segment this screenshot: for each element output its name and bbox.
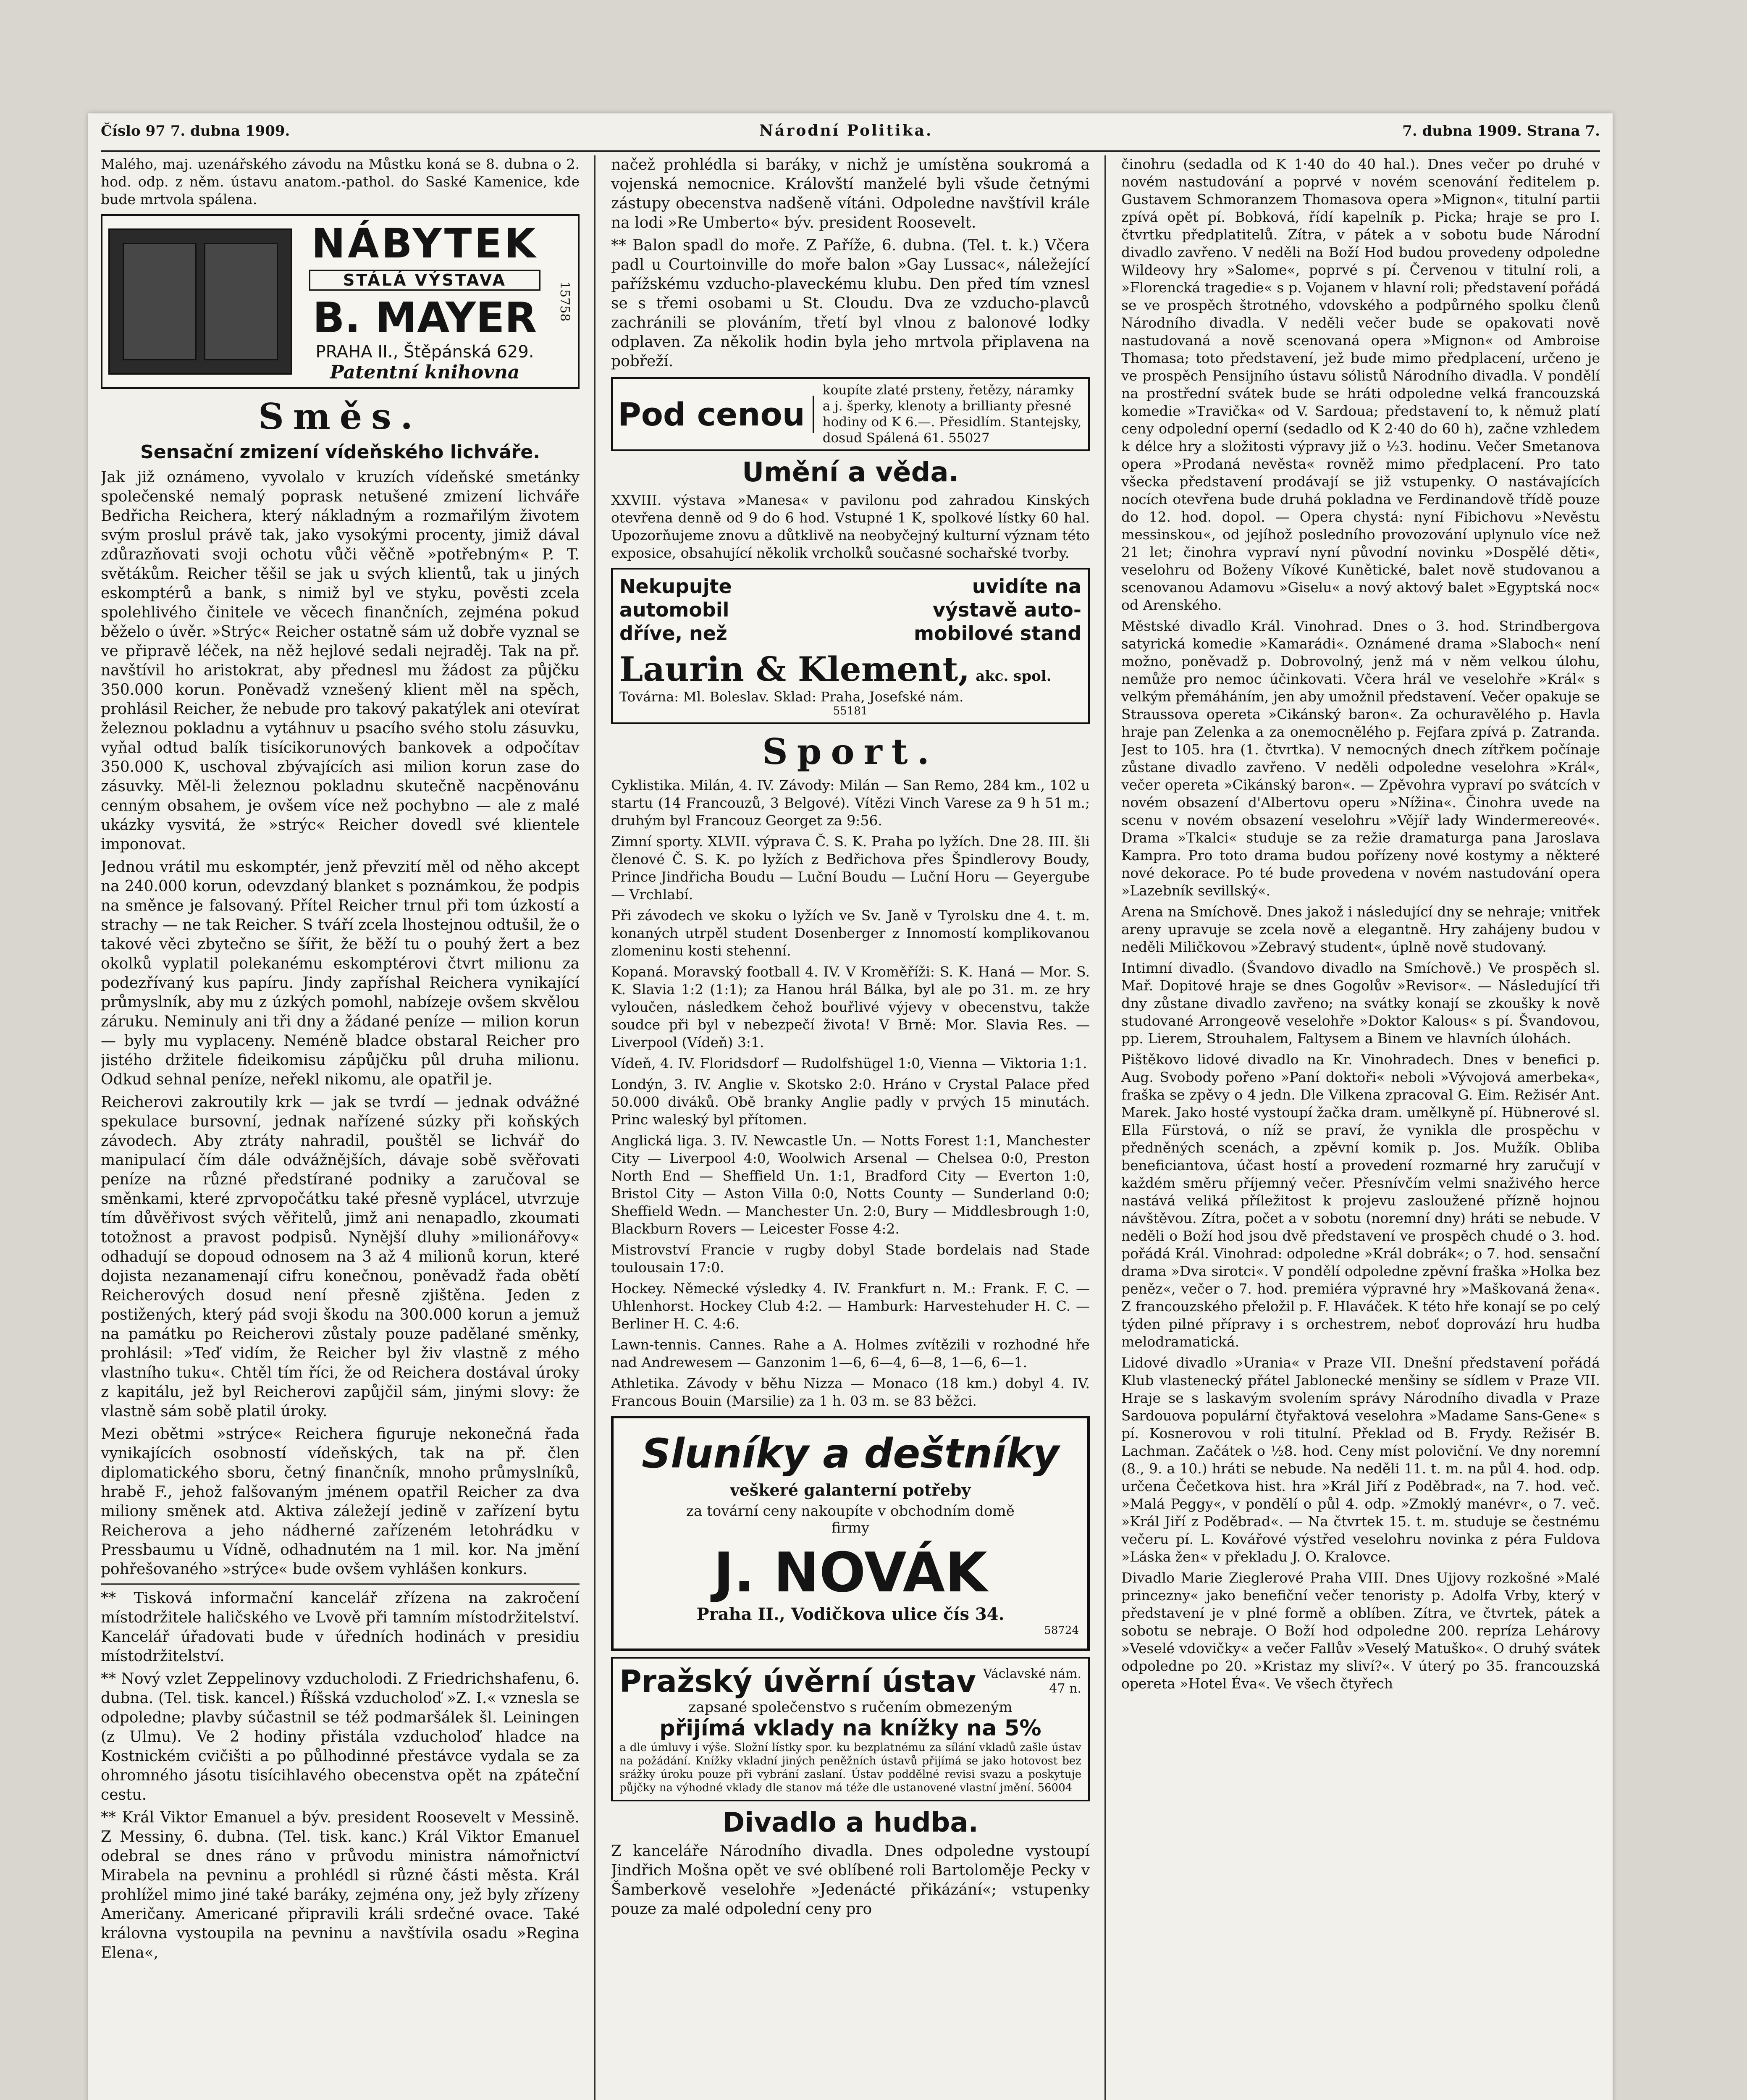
ad-line: za tovární ceny nakoupíte v obchodním domě firmy [686,1503,1015,1536]
theater-item: Pištěkovo lidové divadlo na Kr. Vinohradech. Dnes v benefici p. Aug. Svobody pořeno »Paní doktoři« neboli »Vývojová amerbeka«, fraška se zpěvy o 4 jedn. Dle Vilkena zpracoval G. Eim. Režisér Ant. Marek. Jako hosté vystoupí žačka dram. umělkyně pí. Hübnerové sl. Ella Fürstová, o níž se praví, že vynikla dle prospěchu v předněných scenách, a zpěvní komik p. Jos. Mužík. Obliba beneficiantova, účast hostí a provedení rozmarné hry zaručují v každém směru příjemný večer. Přesnívčím velmi snaživého herce nastává veliká příležitost k projevu zasloužené přízně hojnou návštěvou. Zítra, počet a v sobotu (noremní dny) hráti se nebude. V neděli o Boží hod jsou dvě představení ve prospěch chudé o 3. hod. pořádá Král. Vinohrad: odpoledne »Král dobrák«; o 7. hod. sensační drama »Dva sirotci«. V pondělí odpoledne zpěvní fraška »Holka bez peněz«, večer o 7. hod. premiéra výpravné hry »Maškovaná žena«. Z francouzského přeložil p. F. Hlaváček. K této hře konají se po celý týden pilné přípravy i s orchestrem, neboť doprovází hru hudba melodramatická. [1121,1051,1600,1350]
news-item: načež prohlédla si baráky, v nichž je umístěna soukromá a vojenská nemocnice. Královští manželé byli všude četnými zástupy obecenstva nadšeně vítáni. Odpoledne navštívil krále na lodi »Re Umberto« býv. president Roosevelt. [611,156,1090,231]
article-title: Sensační zmizení vídeňského lichváře. [140,441,540,463]
ad-line: výstavě auto- [932,598,1081,621]
theater-item: Městské divadlo Král. Vinohrad. Dnes o 3. hod. Strindbergova satyrická komedie »Kamarádi«. Oznámené drama »Slaboch« není možno, poněvadž p. Dobrovolný, jenž má v něm velkou úlohu, nemůže pro nemoc účinkovati. Včera hrál ve veselohře »Král« s velkým přemáháním, jen aby umožnil představení. Večer opakuje se Straussova opereta »Cikánský baron«. Za ochuravělého p. Havla hraje pan Zelenka a za onemocnělého p. Fejfara zpívá p. Zatranda. Jest to 105. hra (1. čtvrtka). V nemocných dnech zítřkem počínaje zůstane divadlo zavřeno. V neděli odpoledne veselohra »Král«, večer opereta »Cikánský baron«. — Zpěvohra vypraví po svátcích v novém obsazení d'Albertovu operu »Nížina«. Činohra uvede na scenu v novém obsazení veselohru »Vějíř lady Windermereové«. Drama »Tkalci« studuje se za režie dramaturga pana Jaroslava Kampra. Pro toto drama budou pořízeny nové kostymy a některé nové dekorace. Po té bude provedena v novém nastudování opera »Lazebník sevillský«. [1121,618,1600,899]
theater-item: Lidové divadlo »Urania« v Praze VII. Dnešní představení pořádá Klub vlastenecký přátel Jablonecké menšiny se sídlem v Praze VII. Hraje se s laskavým svolením správy Národního divadla v Praze Sardouova populární čtyřaktová veselohra »Madame Sans-Gene« s pí. Kosnerovou v roli titulní. Překlad od B. Frydy. Režisér B. Lachman. Začátek o ½8. hod. Ceny míst poloviční. Ve dny noremní (8., 9. a 10.) hráti se nebude. Na neděli 11. t. m. na půl 4. hod. odp. určena Čečetkova hist. hra »Král Jiří z Poděbrad«, na 7. hod. več. »Malá Peggy«, v pondělí o půl 4. odp. »Zmoklý manévr«, o 7. več. »Král Jiří z Poděbrad«. — Na čtvrtek 15. t. m. studuje se čestnému večeru pí. L. Kovářové výstřed veselohru novinka z péra Fuldova »Láska žen« v překladu J. O. Kralovce. [1121,1354,1600,1565]
ad-code: 55181 [833,705,868,717]
ad-code: 15758 [557,281,572,322]
section-title-smes: Směs. [258,396,422,437]
column-3 [1121,155,1600,2100]
sport-item: Mistrovství Francie v rugby dobyl Stade bordelais nad Stade toulousain 17:0. [611,1242,1090,1276]
header-left: Číslo 97 7. dubna 1909. [101,123,290,139]
sport-item: Cyklistika. Milán, 4. IV. Závody: Milán — San Remo, 284 km., 102 u startu (14 Francouzů, 3 Belgové). Vítězi Vinch Varese za 9 h 51 m.; druhým byl Francouz Georget za 9:56. [611,777,1090,829]
ad-line: zapsané společenstvo s ručením obmezeným [688,1699,1013,1716]
sport-item: Anglická liga. 3. IV. Newcastle Un. — Notts Forest 1:1, Manchester City — Liverpool 4:0, Woolwich Arsenal — Chelsea 0:0, Preston North End — Sheffield Un. 1:1, Bradford City — Everton 1:0, Bristol City — Aston Villa 0:0, Notts County — Sunderland 0:0; Sheffield Wedn. — Manchester Un. 2:0, Bury — Middlesbrough 1:0, Blackburn Rovers — Leicester Fosse 4:2. [611,1132,1090,1237]
ad-address: Praha II., Vodičkova ulice čís 34. [696,1604,1005,1624]
ad-line: dříve, než [619,622,727,645]
ad-code: 58724 [1044,1624,1079,1637]
article-paragraph: Jak již oznámeno, vyvolalo v kruzích vídeňské smetánky společenské nemalý poprask netušené zmizení lichváře Bedřicha Reichera, který nákladným a rozmařilým životem svým proslul právě tak, jako vysokými procenty, jimiž dával zdůrazňovati svoji ochotu vůči věčně »potřebným« P. T. světákům. Reicher těšil se jak u svých klientů, tak u jiných eskomptérů a bank, s nimiž byl ve styku, pověsti zcela spolehlivého činitele ve věcech finančních, zejména pokud běželo o úvěr. »Strýc« Reicher ostatně sám už dobře vyznal se ve připravě léček, na něž hejlové sedali nejraděj. Tak na př. navštívil ho aristokrat, aby přednesl mu žádost za půjčku 350.000 korun. Poněvadž vznešený klient měl na spěch, prohlásil Reicher, že nebude pro takový pakatýlek ani otevírat železnou pokladnu a vytáhnuv u psacího svého stolu zásuvku, vyňal odtud balík tisícikorunových bankovek a odpočítav 350.000 K, uschoval zbývajících asi milion korun zase do zásuvky. Měl-li železnou pokladnu skutečně nacpěnovánu cenným obsahem, je ovšem více než pochybno — ale z malé ukázky vysvitá, že »strýc« Reicher dovedl své klientele imponovat. [101,469,580,853]
theater-item: činohru (sedadla od K 1·40 do 40 hal.). Dnes večer po druhé v novém nastudování a poprvé v novém scenování ředitelem p. Gustavem Schmoranzem Thomasova opera »Mignon«, titulní partii zpívá opět pí. Bobková, řídí kapelník p. Picka; hraje se pro I. čtvrtku předplatitelů. Zítra, v pátek a v sobotu bude Národní divadlo zavřeno. V neděli na Boží Hod budou provedeny odpoledne Wildeovy hry »Salome«, poprvé s pí. Červenou v titulní roli, a »Florencká tragedie« s p. Vojanem v hlavní roli; představení pořádá se ve prospěch štrotného, vdovského a podpůrného spolku členů Národního divadla. V neděli večer bude se opakovati nově nastudovaná a nově scenovaná opera »Mignon« od Ambroise Thomasa; toto představení, jež bude mimo předplacení, určeno je ve prospěch Pensijního ústavu sólistů Národního divadla. V pondělí na prostřední svátek bude se hráti odpoledne velká francouzská komedie »Travička« od V. Sardoua; představení to, k němuž platí ceny odpolední operní (sedadlo od K 2·40 do 60 h), začne vzhledem k délce hry a složitosti výpravy již o ½3. hodinu. Večer Smetanova opera »Prodaná nevěsta« rovněž mimo předplacení. Pro tato všecka představení prodávají se již vstupenky. O nastávajících nocích otevřena bude druhá pokladna ve Ferdinandově třídě pouze do 12. hod. dopol. — Opera chystá: nyní Fibichovu »Nevěstu messinskou«, od jejíhož posledního provozování uplynulo více než 21 let; činohra vypraví nyní původní novinku »Dospělé děti«, veselohru od Boženy Víkové Kunětické, balet nově studovanou a scenovanou Adamovu »Giselu« a nový aktový balet »Egyptská noc« od Arenského. [1121,156,1600,613]
masthead-title: Národní Politika. [759,122,933,139]
ad-address: PRAHA II., Štěpánská 629. [315,342,534,362]
header-right: 7. dubna 1909. Strana 7. [1402,123,1600,139]
ad-title: Pražský úvěrní ústav [619,1664,976,1699]
sport-item: Lawn-tennis. Cannes. Rahe a A. Holmes zvítězili v rozhodné hře nad Andrewesem — Ganzonim 1—6, 6—4, 6—8, 1—6, 6—1. [611,1336,1090,1370]
sport-item: Athletika. Závody v běhu Nizza — Monaco (18 km.) dobyl 4. IV. Francous Bouin (Marsilie) za 1 h. 03 m. se 83 běžci. [611,1375,1090,1409]
obituary-notice: Malého, maj. uzenářského závodu na Můstku koná se 8. dubna o 2. hod. odp. z něm. ústavu anatom.-pathol. do Saské Kamenice, kde bude mrtvola spálena. [101,156,580,207]
newspaper-page [88,113,1613,2100]
header-rule [101,150,1600,152]
column-1 [101,155,580,2100]
ad-title: Sluníky a deštníky [641,1430,1060,1477]
ad-pod-cenou [611,377,1090,451]
ad-brand-name: Laurin & Klement, [619,649,970,689]
theater-item: Divadlo Marie Zieglerové Praha VIII. Dnes Ujjovy rozkošné »Malé princezny« jako benefiční večer tenoristy p. Adolfa Vrby, který v představení je v plné formě a oblíben. Zítra, ve čtvrtek, pátek a sobotu se nebraje. O Boží hod odpoledne 200. repríza Lehárovy »Veselé vdovičky« a večer Fallův »Veselý Matuško«. O druhý svátek odpoledne po 20. »Kristaz my sliví?«. V úterý po 35. francouzská opereta »Hotel Éva«. Ve všech čtyřech [1121,1570,1600,1692]
sport-item: Hockey. Německé výsledky 4. IV. Frankfurt n. M.: Frank. F. C. — Uhlenhorst. Hockey Club 4:2. — Hamburk: Harvestehuder H. C. — Berliner H. C. 4:6. [611,1280,1090,1332]
ad-address: Továrna: Ml. Boleslav. Sklad: Praha, Josefské nám. [619,689,964,705]
news-item: ** Nový vzlet Zeppelinovy vzducholodi. Z Friedrichshafenu, 6. dubna. (Tel. tisk. kancel.) Říšská vzducholoď »Z. I.« vznesla se odpoledne; plavby súčastnil se též podmaršálek šl. Leiningen (z Ulmu). Ve 2 hodiny přistála vzducholoď hladce na Kostnickém cvičišti a po půlhodinné přestávce vydala se za ohromného jásotu tisícihlavého obecenstva opět na zpáteční cestu. [101,1670,580,1803]
ad-extra: Patentní knihovna [330,362,520,383]
section-title-sport: Sport. [762,731,939,772]
ad-line: veškeré galanterní potřeby [730,1480,971,1499]
theater-item: Arena na Smíchově. Dnes jakož i následující dny se nehraje; vnitřek areny upravuje se zcela nově a elegantně. Hry zahájeny budou v neděli Miličkovou »Zebravý student«, úplně nově studovaný. [1121,903,1600,955]
ad-line: mobilové stand [914,622,1081,645]
news-item: XXVIII. výstava »Manesa« v pavilonu pod zahradou Kinských otevřena denně od 9 do 6 hod. Vstupné 1 K, spolkové lístky 60 hal. Upozorňujeme znovu a důtklivě na neobyčejný kulturní význam této exposice, obsahující několik vrcholků současné sochařské tvorby. [611,492,1090,561]
news-item: Z kanceláře Národního divadla. Dnes odpoledne vystoupí Jindřich Mošna opět ve své oblíbené roli Bartoloměje Pecky v Šamberkově veselohře »Jedenácté přikázání«; vstupenky pouze za malé odpolední ceny pro [611,1843,1090,1918]
ad-laurin-klement [611,568,1090,724]
ad-title: NÁBYTEK [311,220,538,267]
ad-title: Pod cenou [618,396,814,433]
section-title-umeni: Umění a věda. [742,457,959,488]
column-divider [1104,155,1106,2100]
section-title-divadlo: Divadlo a hudba. [722,1807,978,1838]
news-item: ** Tisková informační kancelář zřízena na zakročení místodržitele haličského ve Lvově při tamním místodržitelství. Kancelář úřadovati bude v úředních hodinách v presidiu místodržitelství. [101,1590,580,1665]
news-item: ** Král Viktor Emanuel a býv. president Roosevelt v Messině. Z Messiny, 6. dubna. (Tel. tisk. kanc.) Král Viktor Emanuel odebral se dnes ráno v průvodu ministra námořnictví Mirabela na pevninu a prohlédl si různé části města. Král prohlížel mimo jiné také baráky, zejména ony, jež byly zřízeny Američany. Americané připravili králi srdečné ovace. Také královna vystoupila na pevninu a navštívila osadu »Regina Elena«, [101,1809,580,1961]
sport-item: Zimní sporty. XLVII. výprava Č. S. K. Praha po lyžích. Dne 28. III. šli členové Č. S. K. po lyžích z Bedřichova přes Špindlerovy Boudy, Prince Jindřicha Boudu — Luční Boudu — Luční Horu — Geyergube — Vrchlabí. [611,833,1090,903]
theater-item: Intimní divadlo. (Švandovo divadlo na Smíchově.) Ve prospěch sl. Mař. Dopitové hraje se dnes Gogolův »Revisor«. — Následující tři dny zůstane divadlo zavřeno; na svátky konají se zkoušky k nově studované Arrongeově veselohře »Doktor Kalous« s pí. Švandovou, pp. Lierem, Strouhalem, Faltysem a Binem ve hlavních úlohách. [1121,960,1600,1047]
ad-line: automobil [619,598,729,621]
ad-prazsky-uverni-ustav [611,1657,1090,1801]
ad-subtitle: STÁLÁ VÝSTAVA [309,270,540,291]
ad-novak-umbrellas [611,1416,1090,1651]
bookcase-illustration [108,228,292,375]
ad-suffix: akc. spol. [976,668,1052,685]
ad-corner-text: Václavské nám. 47 n. [983,1667,1081,1696]
divider [101,1583,580,1585]
ad-line: uvidíte na [972,575,1081,598]
ad-mayer-furniture [101,214,580,389]
column-2 [611,155,1090,2100]
ad-brand-name: J. NOVÁK [713,1541,987,1604]
ad-text: koupíte zlaté prsteny, řetězy, náramky a j. šperky, klenoty a brillianty přesné hodiny od K 6.—. Přesidlím. Stantejsky, dosud Spálená 61. 55027 [822,383,1082,446]
news-item: ** Balon spadl do moře. Z Paříže, 6. dubna. (Tel. t. k.) Včera padl u Courtoinville do moře balon »Gay Lussac«, náležející pařížskému vzducho-plaveckému klubu. Den před tím vznesl se s třemi osobami u St. Cloudu. Dva ze vzducho-plavců zachránili se plováním, třetí byl vlnou z balonové lodky odplaven. Za několik hodin byla jeho mrtvola připlavena na pobřeží. [611,237,1090,370]
column-divider [594,155,595,2100]
ad-line: Nekupujte [619,575,732,598]
sport-item: Vídeň, 4. IV. Floridsdorf — Rudolfshügel 1:0, Vienna — Viktoria 1:1. [611,1055,1087,1071]
sport-item: Při závodech ve skoku o lyžích ve Sv. Janě v Tyrolsku dne 4. t. m. konaných utrpěl student Dosenberger z Innomostí komplikovanou zlomeninu kosti stehenní. [611,907,1090,959]
page-header [101,122,1600,147]
article-paragraph: Reicherovi zakroutily krk — jak se tvrdí — jednak odvážné spekulace bursovní, jednak nařízené súzky při koňských závodech. Aby ztráty nahradil, pouštěl se lichvář do manipulací čím dále odvážnějších, dávaje sobě svěřovati peníze na různé předstírané podniky a zaručoval se směnkami, které zprvopočátku také přesně vyplácel, utvrzuje tím důvěřivost svých věřitelů, jimž ani nenapadlo, zkoumati totožnost a pravost podpisů. Nynější dluhy »milionářovy« odhadují se dopoud odnosem na 3 až 4 milionů korun, které dojista nezanamenají cifru konečnou, poněvadž řada obětí Reicherových dosud není přesně zjištěna. Jeden z postižených, který pád svoji škodu na 300.000 korun a jemuž na památku po Reicherovi zůstaly pouze padělané směnky, prohlásil: »Teď vidím, že Reicher byl živ vlastně z mého vlastního tuku«. Chtěl tím říci, že od Reichera dostával úroky z kapitálu, jež byl Reicherovi zapůjčil sám, jinými slovy: že vlastně sám sobě platil úroky. [101,1094,580,1420]
sport-item: Kopaná. Moravský football 4. IV. V Kroměříži: S. K. Haná — Mor. S. K. Slavia 1:2 (1:1); za Hanou hrál Bálka, byl ale po 31. m. ze hry vyloučen, následkem čehož bouřlivé výjevy v obecenstvu, takže soudce při byl v nebezpečí života! V Brně: Mor. Slavia Res. — Liverpool (Vídeň) 3:1. [611,963,1090,1050]
article-paragraph: Jednou vrátil mu eskomptér, jenž převzití měl od něho akcept na 240.000 korun, odevzdaný blanket s poznámkou, že podpis na směnce je falsovaný. Přítel Reicher trnul při tom úzkostí a strachy — ne tak Reicher. S tváří zcela lhostejnou odtušil, že o takové věci zbytečno se šířit, že běží tu o pouhý žert a bez okolků vyplatil polekanému eskomptérovi čtvrt milionu za podezřívaný kus papíru. Jindy zapříshal Reichera vynikající průmyslník, aby mu z úzkých pomohl, nabízeje ovšem skvělou záruku. Neminuly ani tři dny a žádané peníze — milion korun — byly mu vyplaceny. Neméně bladce obstaral Reicher pro jistého držitele fideikomisu zápůjčku půl druha milionu. Odkud sehnal peníze, neřekl nikomu, ale opatřil je. [101,858,580,1088]
article-paragraph: Mezi obětmi »strýce« Reichera figuruje nekonečná řada vynikajících osobností vídeňských, tak na př. člen diplomatického sboru, četný finančník, mnoho průmyslníků, hrabě F., jehož falšovaným jménem opatřil Reicher za dva miliony směnek atd. Aktiva záležejí jedině v zařízení bytu Reicherova a jeho nádherné zařízeném letohrádku v Pressbaumu u Vídně, odhadnutém na 1 mil. kor. Na jmění pohřešovaného »strýce« bude ovšem vyhlášen konkurs. [101,1425,580,1578]
ad-line: přijímá vklady na knížky na 5% [659,1716,1041,1741]
sport-item: Londýn, 3. IV. Anglie v. Skotsko 2:0. Hráno v Crystal Palace před 50.000 diváků. Obě branky Anglie padly v prvých 15 minutách. Princ waleský byl přítomen. [611,1076,1090,1128]
ad-brand-name: B. MAYER [312,293,537,342]
ad-text: a dle úmluvy i výše. Složní lístky spor. ku bezplatnému za sílání vkladů zašle ústav na požádání. Knížky vkladní jiných peněžních ústavů přijímá se jako hotovost bez srážky úroku pouze při vybrání zaslaní. Ústav poddělné revisi svazu a poskytuje půjčky na výhodné vklady dle stanov má téže dle ustanovené vlastní jmění. 56004 [619,1741,1081,1794]
